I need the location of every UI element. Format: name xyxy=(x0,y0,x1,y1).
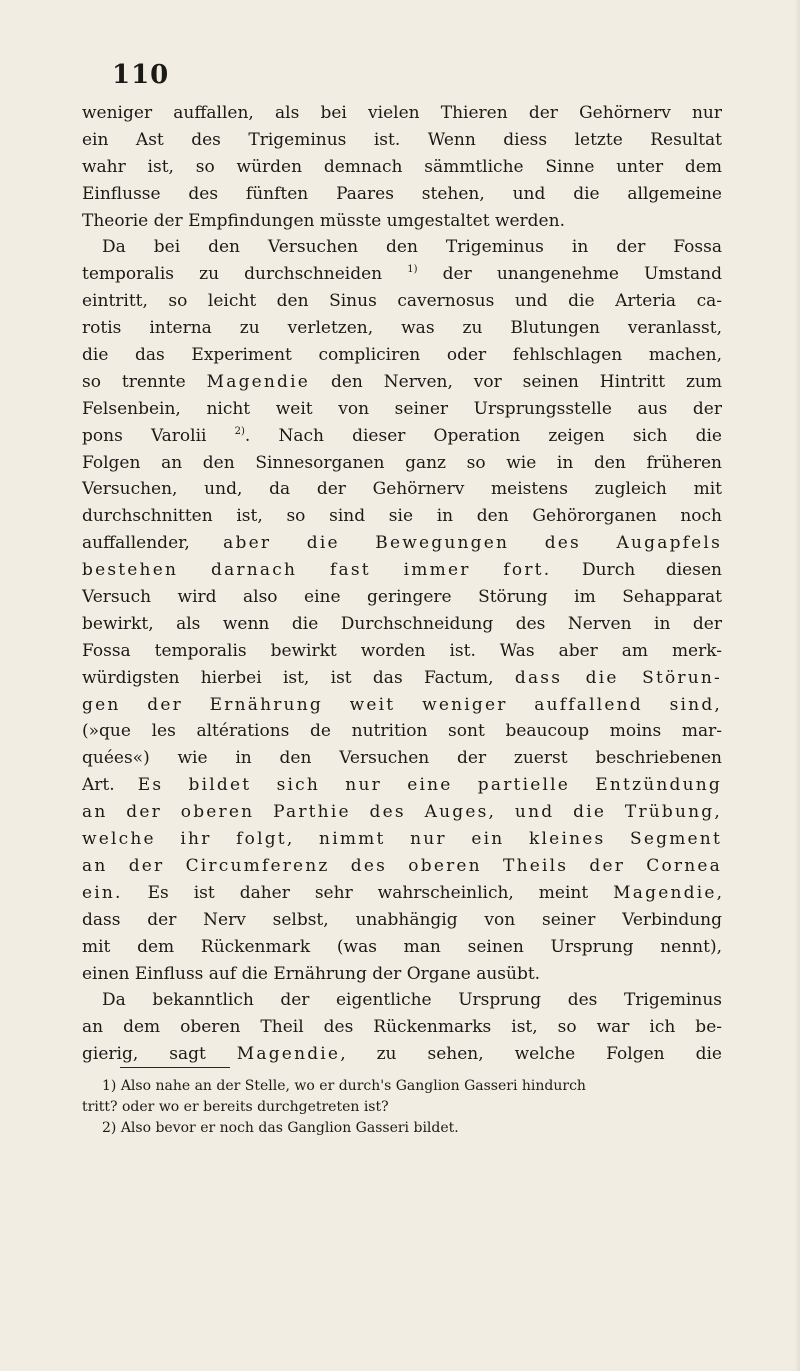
text-line xyxy=(82,638,722,665)
text-line xyxy=(82,423,722,450)
page-number: 110 xyxy=(112,60,170,90)
text-run: einen Einfluss auf die Ernährung der Organe ausübt. xyxy=(82,963,541,984)
text-run: Da bei den Versuchen den Trigeminus in der Fossa xyxy=(102,237,722,258)
text-line xyxy=(82,665,722,692)
text-line xyxy=(82,208,722,235)
text-line xyxy=(82,450,722,477)
text-run: , zu sehen, welche Folgen die xyxy=(340,1044,722,1065)
footnote: 1) Also nahe an der Stelle, wo er durch's Ganglion Gasseri hindurch xyxy=(102,1078,586,1094)
text-run: (»que les altérations de nutrition sont beaucoup moins mar- xyxy=(82,721,722,742)
text-line xyxy=(82,181,722,208)
text-run: Magendie xyxy=(206,371,311,392)
text-run: den Nerven, vor seinen Hintritt zum xyxy=(310,371,722,392)
footnote-rule xyxy=(120,1067,230,1068)
text-line xyxy=(82,799,722,826)
text-line xyxy=(82,692,722,719)
text-run: Es ist daher sehr wahrscheinlich, meint xyxy=(122,882,614,903)
text-run: temporalis zu durchschneiden xyxy=(82,264,408,285)
text-run: pons Varolii xyxy=(82,425,235,446)
footnote-ref: 2) xyxy=(234,425,245,437)
text-run: auffallender, xyxy=(82,533,224,554)
body-text xyxy=(82,100,722,1068)
text-run: Es bildet sich nur eine partielle Entzündung xyxy=(137,775,722,796)
text-run: gen der Ernährung weit weniger auffallend sind, xyxy=(82,694,722,715)
footnote-ref: 1) xyxy=(407,264,418,276)
text-run: wahr ist, so würden demnach sämmtliche Sinne unter dem xyxy=(82,156,722,177)
text-run: Einflusse des fünften Paares stehen, und die allgemeine xyxy=(82,183,722,204)
text-line xyxy=(82,718,722,745)
text-run: Folgen an den Sinnesorganen ganz so wie in den früheren xyxy=(82,452,722,473)
text-run: bestehen darnach fast immer fort. xyxy=(82,560,552,581)
text-run: ein Ast des Trigeminus ist. Wenn diess letzte Resultat xyxy=(82,129,722,150)
text-run: rotis interna zu verletzen, was zu Blutungen veranlasst, xyxy=(82,318,722,339)
text-line xyxy=(82,342,722,369)
text-line xyxy=(82,584,722,611)
text-run: die das Experiment compliciren oder fehlschlagen machen, xyxy=(82,345,722,366)
footnote: tritt? oder wo er bereits durchgetreten ist? xyxy=(82,1099,389,1115)
text-run: Versuch wird also eine geringere Störung im Sehapparat xyxy=(82,587,722,608)
footnotes xyxy=(82,1076,722,1139)
text-line xyxy=(82,1014,722,1041)
text-line xyxy=(82,261,722,288)
text-run: Magendie xyxy=(613,882,717,903)
text-line xyxy=(82,154,722,181)
text-line xyxy=(82,396,722,423)
text-run: Art. xyxy=(82,775,138,796)
text-run: Durch diesen xyxy=(551,560,722,581)
text-line xyxy=(82,315,722,342)
text-line xyxy=(82,530,722,557)
text-line xyxy=(82,987,722,1014)
text-run: an der oberen Parthie des Auges, und die Trübung, xyxy=(82,802,722,823)
text-run: Theorie der Empfindungen müsste umgestaltet werden. xyxy=(82,210,565,231)
page-edge-shadow xyxy=(794,0,800,1371)
text-run: weniger auffallen, als bei vielen Thieren der Gehörnerv nur xyxy=(82,103,722,123)
text-run: an dem oberen Theil des Rückenmarks ist, so war ich be- xyxy=(82,1017,722,1038)
footnote: 2) Also bevor er noch das Ganglion Gasseri bildet. xyxy=(102,1120,459,1136)
text-line xyxy=(82,772,722,799)
text-line xyxy=(82,1041,722,1068)
text-run: gierig, sagt xyxy=(82,1044,237,1065)
text-run: der unangenehme Umstand xyxy=(417,264,722,285)
text-line xyxy=(82,907,722,934)
text-run: Da bekanntlich der eigentliche Ursprung des Trigeminus xyxy=(102,990,722,1011)
text-run: so trennte xyxy=(82,371,207,392)
text-line xyxy=(82,100,722,127)
text-run: , xyxy=(716,882,722,903)
text-run: . Nach dieser Operation zeigen sich die xyxy=(244,425,722,446)
text-run: an der Circumferenz des oberen Theils der Cornea xyxy=(82,855,722,876)
text-run: eintritt, so leicht den Sinus cavernosus und die Arteria ca- xyxy=(82,291,722,312)
text-run: dass die Störun- xyxy=(514,667,722,688)
text-run: Felsenbein, nicht weit von seiner Ursprungsstelle aus der xyxy=(82,398,722,419)
text-run: ein. xyxy=(82,882,123,903)
text-run: aber die Bewegungen des Augapfels xyxy=(223,533,722,554)
text-line xyxy=(82,880,722,907)
text-line xyxy=(82,288,722,315)
text-line xyxy=(82,369,722,396)
text-line xyxy=(82,476,722,503)
text-run: Magendie xyxy=(236,1044,341,1065)
text-line xyxy=(82,127,722,154)
text-run: Versuchen, und, da der Gehörnerv meistens zugleich mit xyxy=(82,479,722,500)
text-line xyxy=(82,611,722,638)
text-run: dass der Nerv selbst, unabhängig von seiner Verbindung xyxy=(82,909,722,930)
text-run: quées«) wie in den Versuchen der zuerst beschriebenen xyxy=(82,748,722,769)
text-run: würdigsten hierbei ist, ist das Factum, xyxy=(82,667,515,688)
text-run: mit dem Rückenmark (was man seinen Ursprung nennt), xyxy=(82,936,722,957)
text-line xyxy=(82,234,722,261)
text-run: Fossa temporalis bewirkt worden ist. Was aber am merk- xyxy=(82,640,722,661)
text-line xyxy=(82,557,722,584)
text-line xyxy=(82,745,722,772)
text-run: durchschnitten ist, so sind sie in den Gehörorganen noch xyxy=(82,506,722,527)
text-line xyxy=(82,826,722,853)
text-line xyxy=(82,961,722,988)
text-run: bewirkt, als wenn die Durchschneidung des Nerven in der xyxy=(82,613,722,634)
text-line xyxy=(82,934,722,961)
text-line xyxy=(82,853,722,880)
text-run: welche ihr folgt, nimmt nur ein kleines Segment xyxy=(82,829,722,850)
text-line xyxy=(82,503,722,530)
